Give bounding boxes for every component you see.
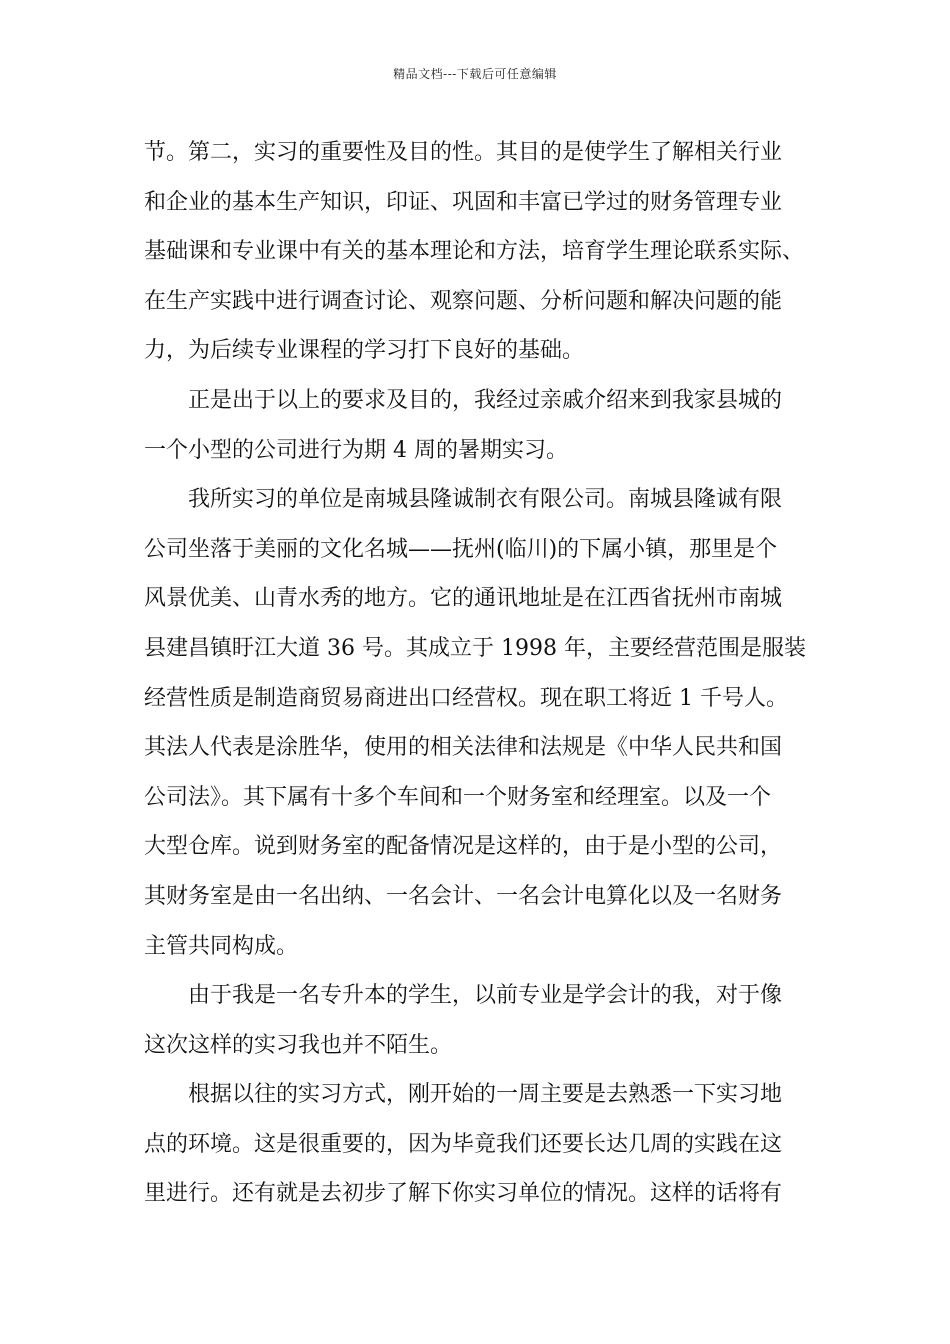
- paragraph-5: [144, 1070, 824, 1219]
- paragraph-1: [144, 128, 824, 376]
- text-line: 正是出于以上的要求及目的，我经过亲戚介绍来到我家县城的: [188, 387, 783, 413]
- text-line: 大型仓库。说到财务室的配备情况是这样的，由于是小型的公司，: [144, 834, 783, 860]
- paragraph-3: [144, 475, 824, 971]
- text-line: 风景优美、山青水秀的地方。它的通讯地址是在江西省抚州市南城: [144, 586, 783, 612]
- text-line: 在生产实践中进行调查讨论、观察问题、分析问题和解决问题的能: [144, 288, 783, 314]
- text-line: 我所实习的单位是南城县隆诚制衣有限公司。南城县隆诚有限: [188, 487, 783, 513]
- text-line: 点的环境。这是很重要的，因为毕竟我们还要长达几周的实践在这: [144, 1131, 783, 1157]
- text-line: 主管共同构成。: [144, 933, 299, 959]
- paragraph-4: [144, 971, 824, 1070]
- text-line: 公司法》。其下属有十多个车间和一个财务室和经理室。以及一个: [144, 784, 772, 810]
- text-line: 一个小型的公司进行为期 4 周的暑期实习。: [144, 437, 568, 463]
- text-line: 其法人代表是涂胜华，使用的相关法律和法规是《中华人民共和国: [144, 735, 783, 761]
- document-body: [144, 128, 824, 1219]
- page-header: 精品文档---下载后可任意编辑: [393, 67, 557, 81]
- text-line: 力，为后续专业课程的学习打下良好的基础。: [144, 338, 585, 364]
- text-line: 根据以往的实习方式，刚开始的一周主要是去熟悉一下实习地: [188, 1082, 783, 1108]
- text-line: 里进行。还有就是去初步了解下你实习单位的情况。这样的话将有: [144, 1181, 783, 1207]
- text-line: 县建昌镇盱江大道 36 号。其成立于 1998 年，主要经营范围是服装: [144, 635, 806, 661]
- text-line: 公司坐落于美丽的文化名城——抚州(临川)的下属小镇，那里是个: [144, 536, 778, 562]
- text-line: 这次这样的实习我也并不陌生。: [144, 1032, 453, 1058]
- text-line: 节。第二，实习的重要性及目的性。其目的是使学生了解相关行业: [144, 140, 783, 165]
- text-line: 由于我是一名专升本的学生，以前专业是学会计的我，对于像: [188, 983, 783, 1009]
- text-line: 和企业的基本生产知识，印证、巩固和丰富已学过的财务管理专业: [144, 189, 783, 215]
- text-line: 经营性质是制造商贸易商进出口经营权。现在职工将近 1 千号人。: [144, 685, 788, 711]
- paragraph-2: [144, 376, 824, 475]
- text-line: 其财务室是由一名出纳、一名会计、一名会计电算化以及一名财务: [144, 883, 783, 909]
- text-line: 基础课和专业课中有关的基本理论和方法，培育学生理论联系实际、: [144, 239, 805, 265]
